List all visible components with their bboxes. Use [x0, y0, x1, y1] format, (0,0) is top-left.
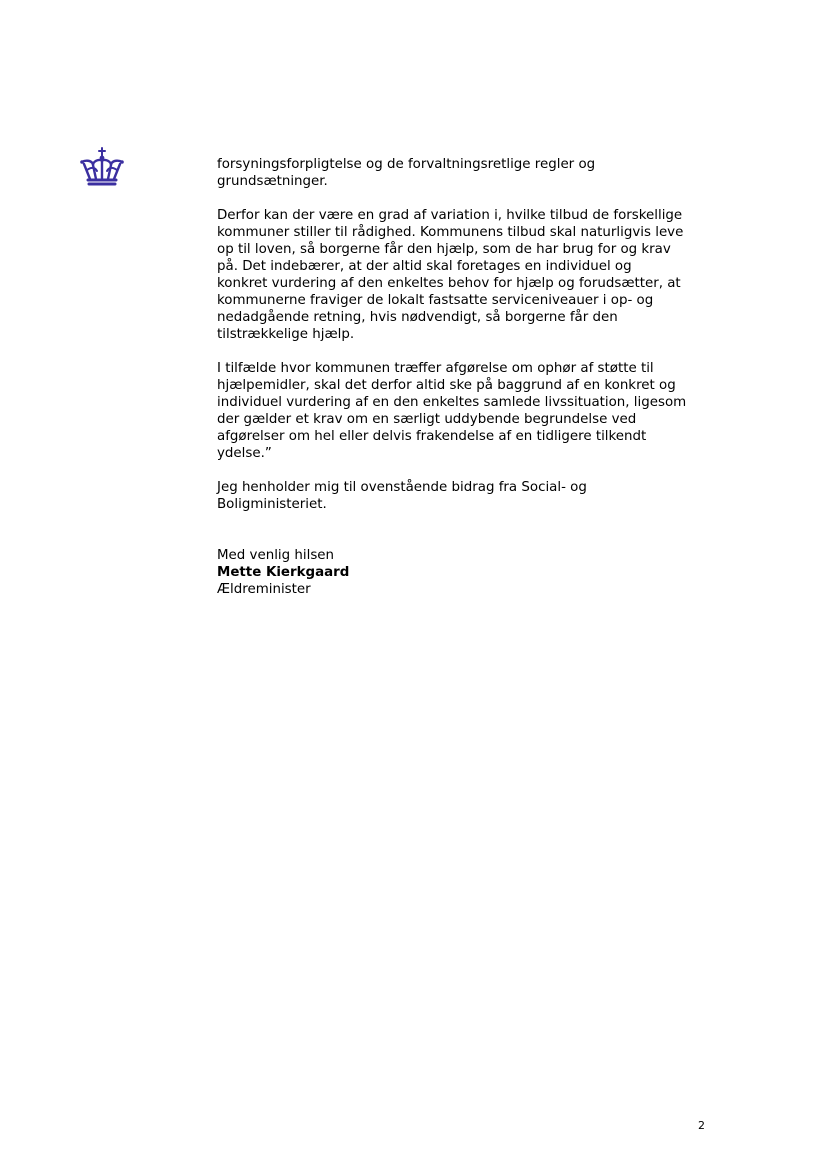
- text-line: på. Det indebærer, at der altid skal foretages en individuel og: [217, 259, 632, 274]
- letter-body: [217, 156, 717, 598]
- text-line: I tilfælde hvor kommunen træffer afgørelse om ophør af støtte til: [217, 361, 654, 376]
- text-line: der gælder et krav om en særligt uddybende begrundelse ved: [217, 412, 637, 427]
- text-line: konkret vurdering af den enkeltes behov for hjælp og forudsætter, at: [217, 276, 681, 291]
- signer-title: Ældreminister: [217, 582, 311, 597]
- text-line: forsyningsforpligtelse og de forvaltningsretlige regler og: [217, 157, 596, 172]
- text-line: hjælpemidler, skal det derfor altid ske på baggrund af en konkret og: [217, 378, 676, 393]
- text-line: op til loven, så borgerne får den hjælp, som de har brug for og krav: [217, 242, 671, 257]
- paragraph: [217, 479, 717, 513]
- greeting: Med venlig hilsen: [217, 548, 335, 563]
- text-line: kommunerne fraviger de lokalt fastsatte serviceniveauer i op- og: [217, 293, 654, 308]
- text-line: Jeg henholder mig til ovenstående bidrag fra Social- og: [217, 480, 587, 495]
- paragraph: [217, 360, 717, 462]
- text-line: grundsætninger.: [217, 174, 328, 189]
- royal-crown-icon: [79, 146, 125, 188]
- text-line: afgørelser om hel eller delvis frakendelse af en tidligere tilkendt: [217, 429, 647, 444]
- text-line: Boligministeriet.: [217, 497, 327, 512]
- page-number: 2: [698, 1119, 705, 1132]
- text-line: ydelse.”: [217, 446, 272, 461]
- text-line: tilstrækkelige hjælp.: [217, 327, 355, 342]
- paragraph: [217, 207, 717, 343]
- signoff: [217, 547, 717, 598]
- text-line: kommuner stiller til rådighed. Kommunens tilbud skal naturligvis leve: [217, 225, 684, 240]
- text-line: nedadgående retning, hvis nødvendigt, så borgerne får den: [217, 310, 618, 325]
- paragraph: [217, 156, 717, 190]
- text-line: individuel vurdering af en den enkeltes samlede livssituation, ligesom: [217, 395, 687, 410]
- signer-name: Mette Kierkgaard: [217, 565, 350, 580]
- text-line: Derfor kan der være en grad af variation i, hvilke tilbud de forskellige: [217, 208, 683, 223]
